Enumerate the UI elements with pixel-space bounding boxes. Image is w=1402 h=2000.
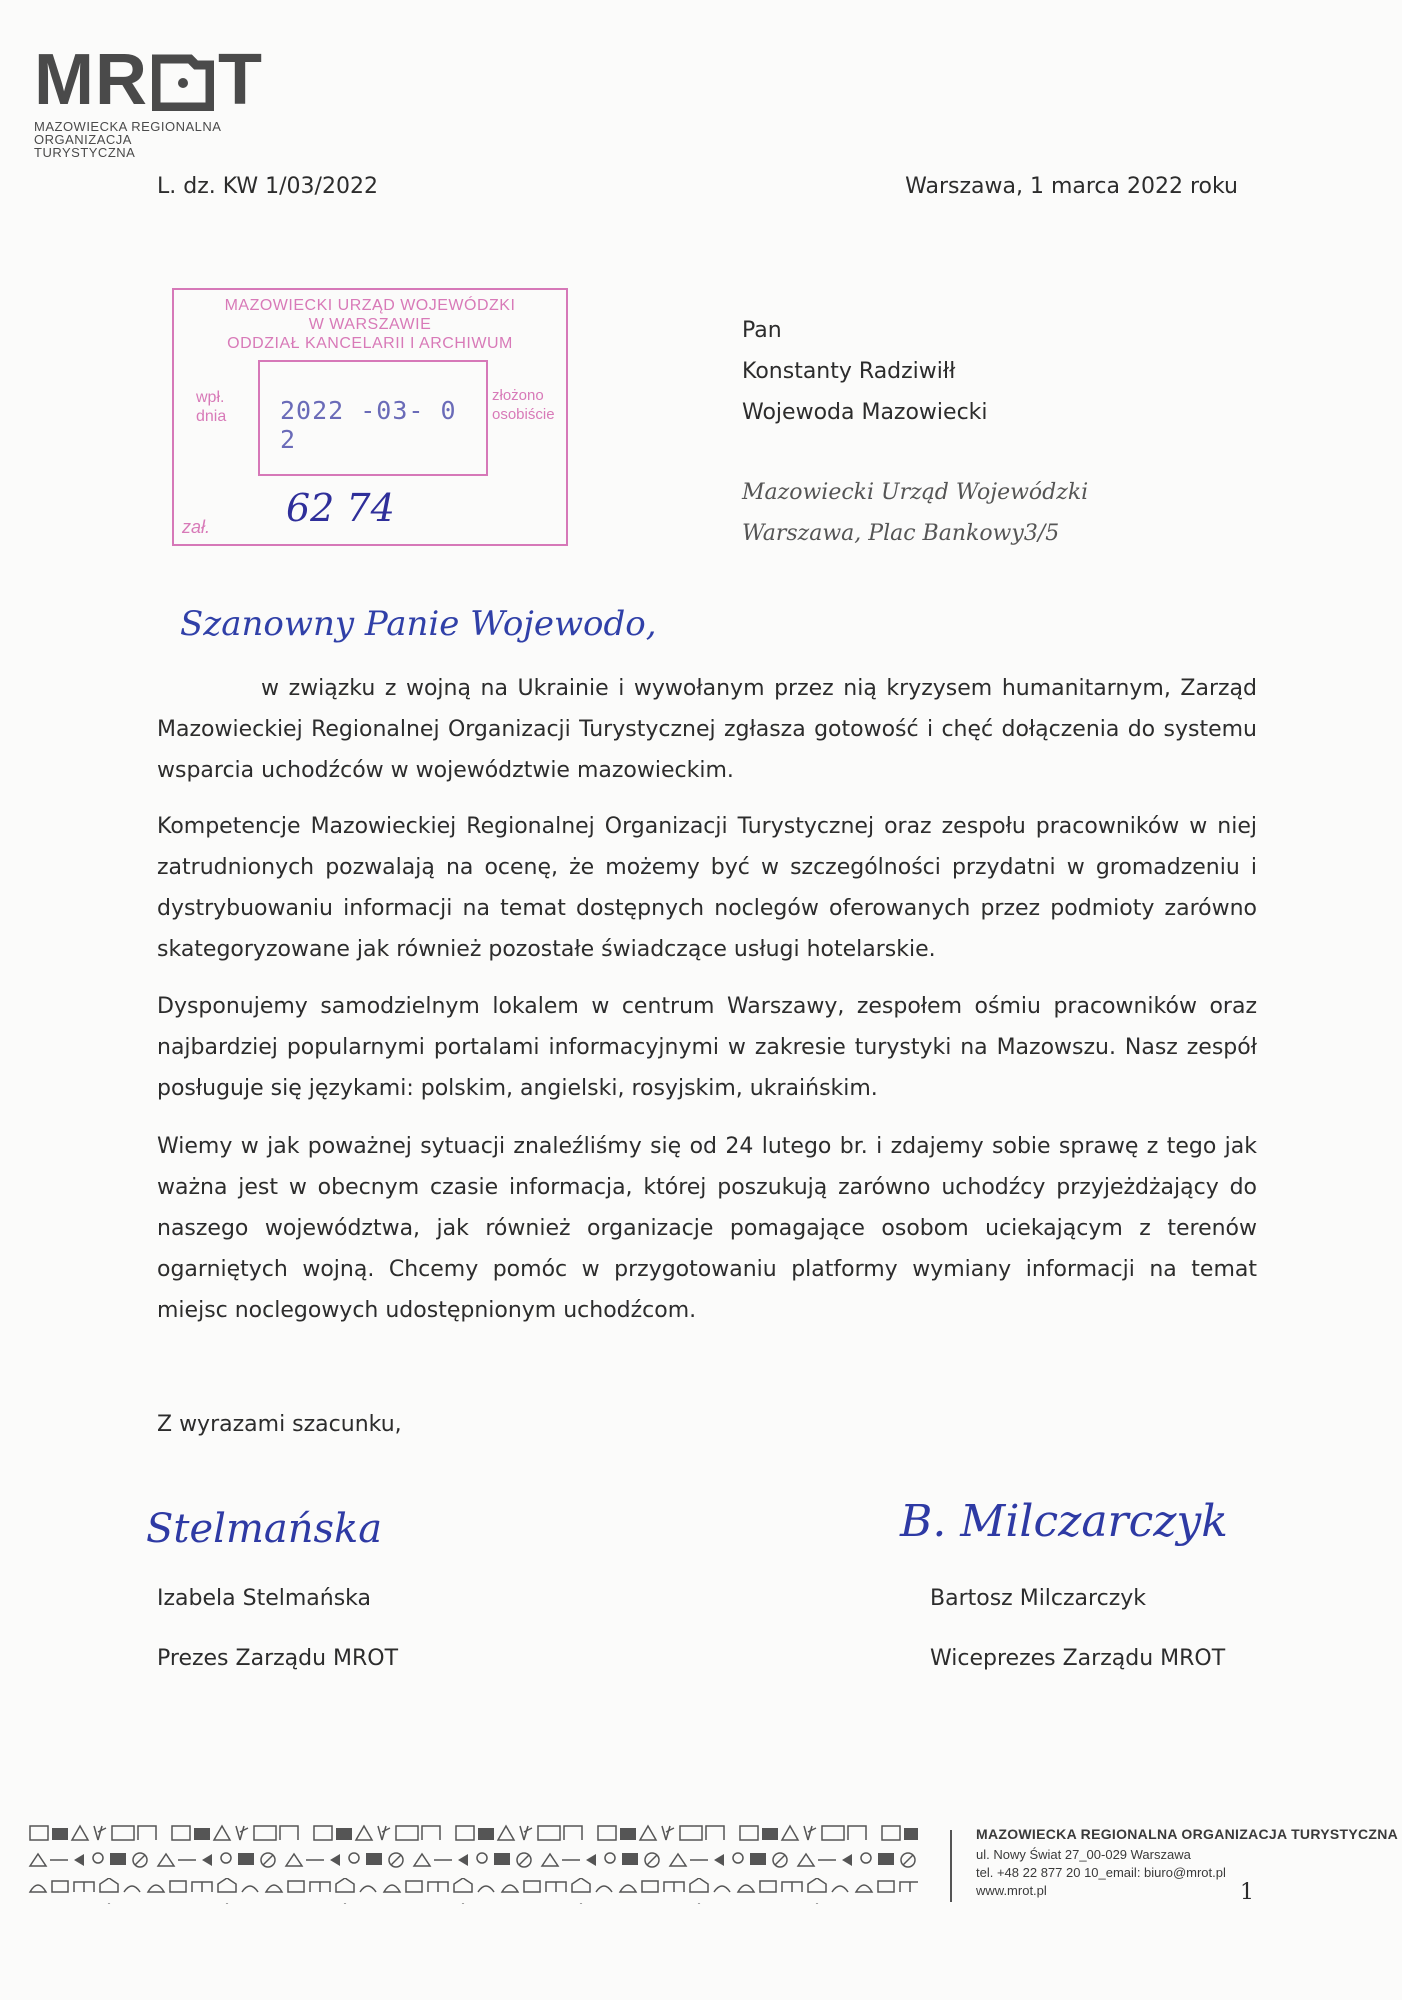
addressee-title: Pan: [742, 318, 782, 343]
logo-wordmark: [34, 40, 263, 120]
paragraph-1: [157, 668, 1257, 791]
footer-divider: [950, 1830, 952, 1902]
stamp-left-top: wpł.: [196, 389, 225, 406]
addressee: [742, 310, 988, 433]
mrot-logo: [34, 40, 263, 160]
paragraph-4: [157, 1126, 1257, 1331]
addressee-name: Konstanty Radziwiłł: [742, 359, 956, 384]
footer-contact: tel. +48 22 877 20 10_email: biuro@mrot.pl: [976, 1865, 1226, 1880]
handwritten-greeting: Szanowny Panie Wojewodo,: [180, 604, 657, 644]
decorative-icon-pattern: [28, 1822, 918, 1904]
stamp-right-top: złożono: [492, 387, 544, 404]
signature-right-handwritten: B. Milczarczyk: [900, 1496, 1228, 1547]
place-date: Warszawa, 1 marca 2022 roku: [905, 174, 1238, 199]
signatory-right-role: Wiceprezes Zarządu MROT: [930, 1646, 1226, 1671]
paragraph-1-text: w związku z wojną na Ukrainie i wywołanym przez nią kryzysem humanitarnym, Zarząd Mazowieckiej Regionalnej Organizacji Turystycznej zgłasza gotowość i chęć dołączenia do systemu wsparcia uchodźców w województwie mazowieckim.: [157, 676, 1257, 783]
signature-left-handwritten: Stelmańska: [146, 1506, 383, 1552]
signatory-left-name: Izabela Stelmańska: [157, 1586, 371, 1611]
stamp-right-bottom: osobiście: [492, 406, 555, 423]
signatory-right-name: Bartosz Milczarczyk: [930, 1586, 1147, 1611]
addressee-position: Wojewoda Mazowiecki: [742, 400, 988, 425]
footer-web: www.mrot.pl: [976, 1883, 1047, 1898]
office-name: Mazowiecki Urząd Wojewódzki: [742, 480, 1089, 505]
addressee-office: [742, 472, 1088, 554]
footer-address: ul. Nowy Świat 27_00-029 Warszawa: [976, 1847, 1191, 1862]
stamp-left-bottom: dnia: [196, 408, 227, 425]
stamp-left-label: [196, 388, 226, 426]
logo-frame-icon: [152, 51, 214, 109]
stamp-handwritten-number: 62 74: [286, 486, 395, 530]
paragraph-3-text: Dysponujemy samodzielnym lokalem w centrum Warszawy, zespołem ośmiu pracowników oraz najbardziej popularnymi portalami informacyjnymi w zakresie turystyki na Mazowszu. Nasz zespół posługuje się językami: polskim, angielski, rosyjskim, ukraińskim.: [157, 994, 1257, 1101]
footer-contact-block: [976, 1826, 1398, 1900]
paragraph-3: [157, 986, 1257, 1109]
stamp-date-box: [258, 360, 488, 476]
logo-subtitle-1: MAZOWIECKA REGIONALNA: [34, 119, 222, 134]
reference-number: L. dz. KW 1/03/2022: [157, 174, 378, 199]
stamp-right-label: [492, 386, 555, 424]
signatory-left-role: Prezes Zarządu MROT: [157, 1646, 399, 1671]
closing-formula: Z wyrazami szacunku,: [157, 1412, 402, 1437]
stamp-line-3: ODDZIAŁ KANCELARII I ARCHIWUM: [227, 335, 513, 352]
stamp-line-1: MAZOWIECKI URZĄD WOJEWÓDZKI: [224, 297, 516, 314]
registry-stamp: [172, 288, 568, 546]
paragraph-2: [157, 806, 1257, 970]
logo-word-left: MR: [34, 40, 148, 120]
logo-subtitle-2: ORGANIZACJA TURYSTYCZNA: [34, 132, 136, 160]
office-address: Warszawa, Plac Bankowy3/5: [742, 521, 1060, 546]
stamp-attachment-label: zał.: [182, 517, 211, 537]
logo-word-right: T: [217, 40, 263, 120]
stamp-line-2: W WARSZAWIE: [308, 316, 432, 333]
paragraph-4-text: Wiemy w jak poważnej sytuacji znaleźliśmy się od 24 lutego br. i zdajemy sobie sprawę z tego jak ważna jest w obecnym czasie informacja, której poszukują zarówno uchodźcy przyjeżdżający do naszego województwa, jak również organizacje pomagające osobom uciekającym z terenów ogarniętych wojną. Chcemy pomóc w przygotowaniu platformy wymiany informacji na temat miejsc noclegowych udostępnionym uchodźcom.: [157, 1134, 1257, 1323]
stamp-date: 2022 -03- 0 2: [280, 396, 457, 454]
footer-org-name: MAZOWIECKA REGIONALNA ORGANIZACJA TURYSTYCZNA: [976, 1826, 1399, 1842]
paragraph-2-text: Kompetencje Mazowieckiej Regionalnej Organizacji Turystycznej oraz zespołu pracowników w niej zatrudnionych pozwalają na ocenę, że możemy być w szczególności przydatni w gromadzeniu i dystrybuowaniu informacji na temat dostępnych noclegów oferowanych przez podmioty zarówno skategoryzowane jak również pozostałe świadczące usługi hotelarskie.: [157, 814, 1257, 962]
page-number: 1: [1240, 1880, 1254, 1905]
